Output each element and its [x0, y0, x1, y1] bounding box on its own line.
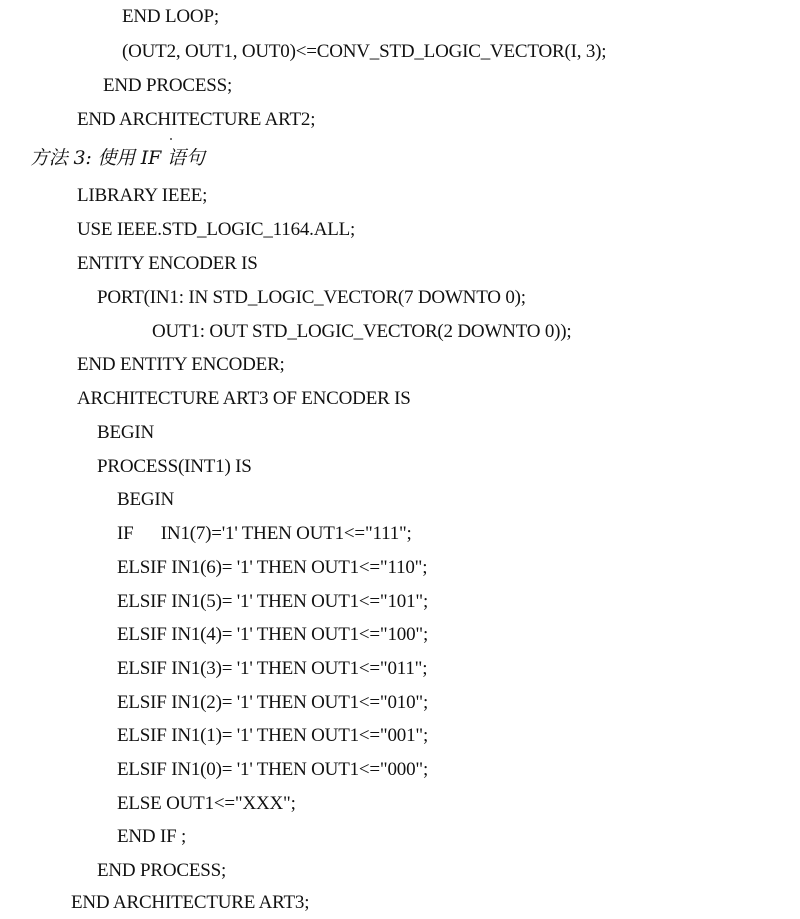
code-line-end-architecture-art2: END ARCHITECTURE ART2; — [77, 109, 316, 130]
code-line-end-entity: END ENTITY ENCODER; — [77, 354, 285, 375]
code-line-if-in1-7: IF IN1(7)='1' THEN OUT1<="111"; — [117, 523, 412, 544]
code-line-elsif-in1-4: ELSIF IN1(4)= '1' THEN OUT1<="100"; — [117, 624, 429, 645]
code-line-conv-assign: (OUT2, OUT1, OUT0)<=CONV_STD_LOGIC_VECTOR(I, 3); — [122, 41, 607, 62]
code-line-library: LIBRARY IEEE; — [77, 185, 208, 206]
code-line-end-process-art2: END PROCESS; — [103, 75, 233, 96]
code-line-use: USE IEEE.STD_LOGIC_1164.ALL; — [77, 219, 356, 240]
code-line-architecture-art3: ARCHITECTURE ART3 OF ENCODER IS — [77, 388, 411, 409]
code-line-elsif-in1-6: ELSIF IN1(6)= '1' THEN OUT1<="110"; — [117, 557, 428, 578]
code-line-else: ELSE OUT1<="XXX"; — [117, 793, 296, 814]
section-heading: 方法 3: 使用 IF 语句 — [30, 147, 205, 169]
code-line-elsif-in1-2: ELSIF IN1(2)= '1' THEN OUT1<="010"; — [117, 692, 429, 713]
code-line-process: PROCESS(INT1) IS — [97, 456, 252, 477]
code-line-elsif-in1-0: ELSIF IN1(0)= '1' THEN OUT1<="000"; — [117, 759, 429, 780]
code-line-elsif-in1-5: ELSIF IN1(5)= '1' THEN OUT1<="101"; — [117, 591, 429, 612]
code-line-begin-arch: BEGIN — [97, 422, 155, 443]
code-line-end-loop: END LOOP; — [122, 6, 219, 27]
code-line-port-out1: OUT1: OUT STD_LOGIC_VECTOR(2 DOWNTO 0)); — [152, 321, 572, 342]
code-line-elsif-in1-3: ELSIF IN1(3)= '1' THEN OUT1<="011"; — [117, 658, 428, 679]
code-line-end-architecture-art3: END ARCHITECTURE ART3; — [71, 892, 310, 913]
code-line-end-if: END IF ; — [117, 826, 187, 847]
code-line-elsif-in1-1: ELSIF IN1(1)= '1' THEN OUT1<="001"; — [117, 725, 429, 746]
code-line-port-in1: PORT(IN1: IN STD_LOGIC_VECTOR(7 DOWNTO 0); — [97, 287, 526, 308]
code-line-end-process-art3: END PROCESS; — [97, 860, 227, 881]
scan-speck — [170, 138, 172, 140]
code-line-entity: ENTITY ENCODER IS — [77, 253, 258, 274]
code-line-begin-process: BEGIN — [117, 489, 175, 510]
